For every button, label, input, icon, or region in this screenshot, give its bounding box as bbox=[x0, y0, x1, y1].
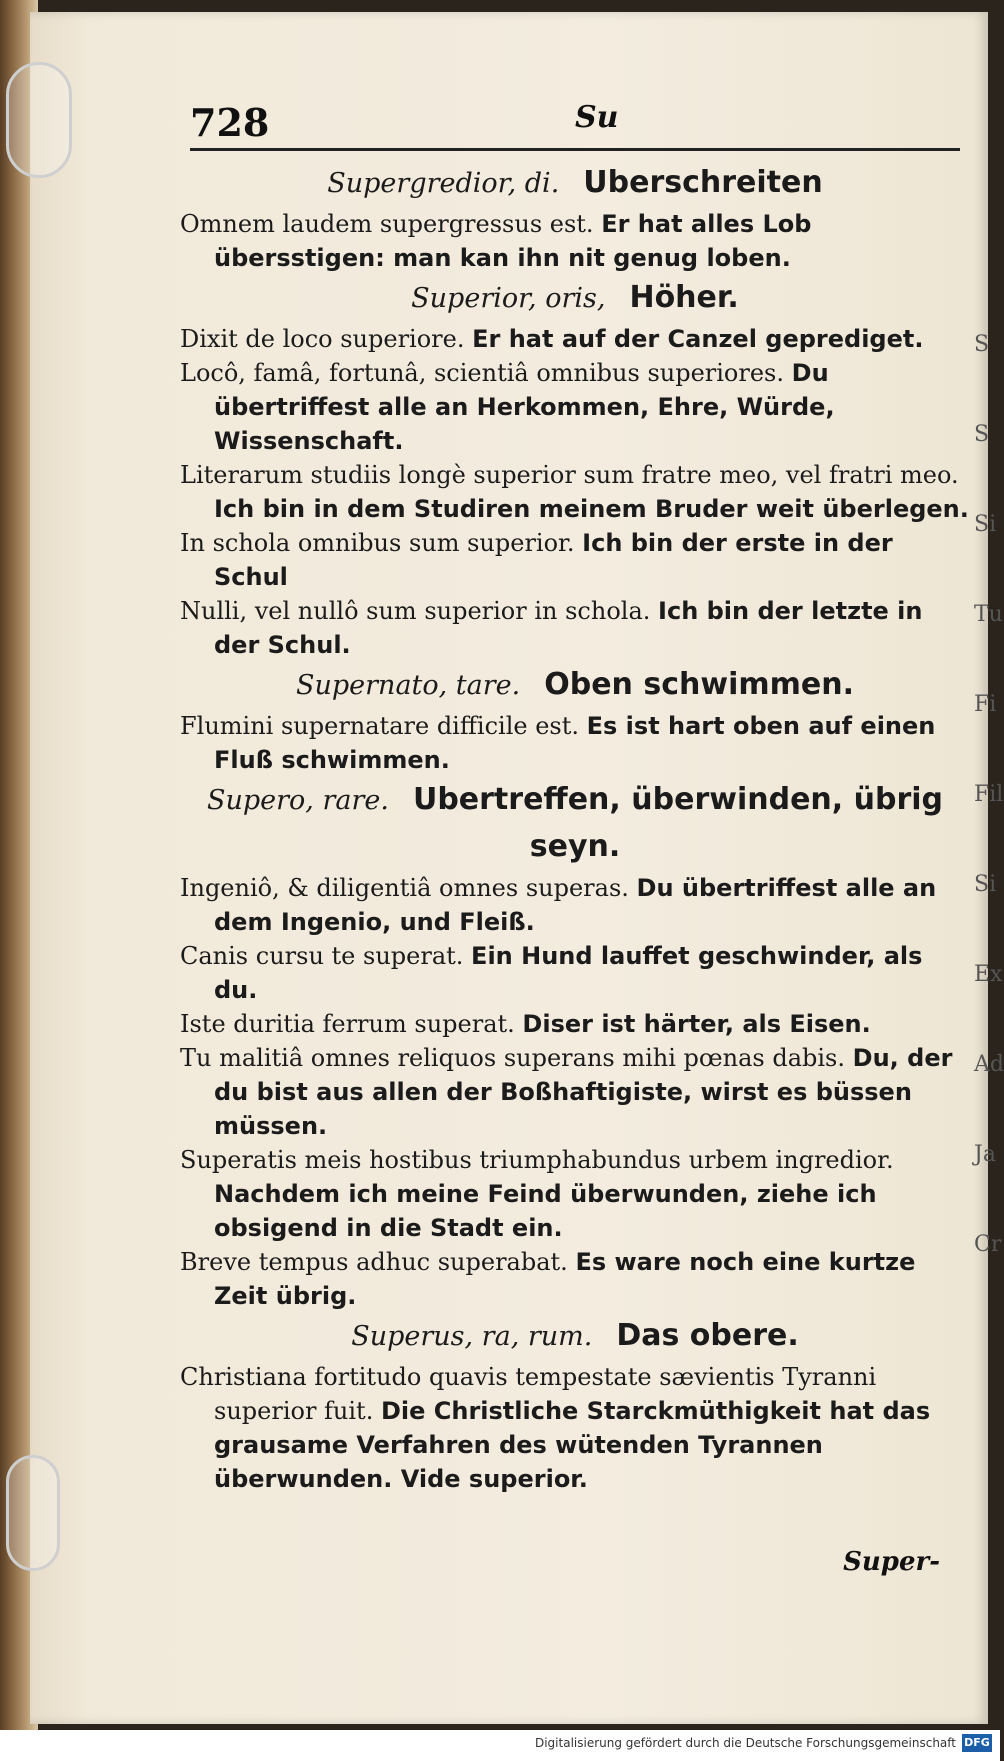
lemma-heading bbox=[180, 777, 970, 871]
margin-letter: Ad bbox=[974, 1052, 1004, 1077]
entry-german: Ein Hund lauffet geschwinder, als du. bbox=[214, 942, 923, 1004]
lemma-latin: Superior, oris, bbox=[411, 283, 606, 314]
entry-latin: Dixit de loco superiore. bbox=[180, 325, 465, 353]
entry-latin: Flumini supernatare difficile est. bbox=[180, 712, 579, 740]
entry-latin: Canis cursu te superat. bbox=[180, 942, 464, 970]
entry-latin: Tu malitiâ omnes reliquos superans mihi pœnas dabis. bbox=[180, 1044, 846, 1072]
lemma-heading bbox=[180, 662, 970, 709]
example-entry bbox=[180, 207, 970, 275]
lemma-german: Ubertreffen, überwinden, übrig seyn. bbox=[412, 782, 943, 864]
lemma-latin: Superus, ra, rum. bbox=[351, 1321, 593, 1352]
footer-credit: Digitalisierung gefördert durch die Deutsche Forschungsgemeinschaft bbox=[534, 1736, 956, 1750]
dfg-logo: DFG bbox=[962, 1734, 992, 1752]
header-rule bbox=[190, 148, 960, 151]
example-entry bbox=[180, 1143, 970, 1245]
entry-latin: Breve tempus adhuc superabat. bbox=[180, 1248, 568, 1276]
example-entry bbox=[180, 1360, 970, 1496]
entry-german: Es ist hart oben auf einen Fluß schwimmen. bbox=[214, 712, 936, 774]
example-entry bbox=[180, 458, 970, 526]
catchword: Super- bbox=[843, 1547, 940, 1577]
entry-german: Du übertriffest alle an Herkommen, Ehre, Würde, Wissenschaft. bbox=[214, 359, 835, 455]
entry-german: Ich bin in dem Studiren meinem Bruder weit überlegen. bbox=[214, 495, 969, 523]
margin-letter: Si bbox=[974, 872, 997, 897]
entry-latin: Omnem laudem supergressus est. bbox=[180, 210, 594, 238]
lemma-heading bbox=[180, 1313, 970, 1360]
entry-latin: Locô, famâ, fortunâ, scientiâ omnibus superiores. bbox=[180, 359, 784, 387]
entry-latin: Christiana fortitudo quavis tempestate sævientis Tyranni superior fuit. bbox=[180, 1363, 877, 1425]
example-entry bbox=[180, 709, 970, 777]
example-entry bbox=[180, 1007, 970, 1041]
entry-latin: In schola omnibus sum superior. bbox=[180, 529, 575, 557]
page-clip-top bbox=[6, 62, 72, 178]
margin-letter: Fi bbox=[974, 692, 997, 717]
entry-german: Nachdem ich meine Feind überwunden, ziehe ich obsigend in die Stadt ein. bbox=[214, 1180, 877, 1242]
entry-german: Du übertriffest alle an dem Ingenio, und Fleiß. bbox=[214, 874, 937, 936]
entry-latin: Ingeniô, & diligentiâ omnes superas. bbox=[180, 874, 629, 902]
page-clip-bottom bbox=[6, 1455, 60, 1571]
entry-latin: Nulli, vel nullô sum superior in schola. bbox=[180, 597, 651, 625]
margin-letter: Cr bbox=[974, 1232, 1002, 1257]
entry-german: Ich bin der erste in der Schul bbox=[214, 529, 893, 591]
lemma-latin: Supernato, tare. bbox=[296, 670, 521, 701]
entry-german: Ich bin der letzte in der Schul. bbox=[214, 597, 923, 659]
entry-german: Die Christliche Starckmüthigkeit hat das grausame Verfahren des wütenden Tyrannen überwunden. Vide superior. bbox=[214, 1397, 931, 1493]
margin-letter: S bbox=[974, 422, 990, 447]
lemma-german: Oben schwimmen. bbox=[544, 667, 854, 702]
example-entry bbox=[180, 356, 970, 458]
page-number: 728 bbox=[190, 100, 270, 145]
lemma-german: Uberschreiten bbox=[583, 165, 823, 200]
dictionary-body bbox=[180, 160, 970, 1496]
margin-letter: Si bbox=[974, 512, 997, 537]
margin-letter: Ja bbox=[974, 1142, 996, 1167]
lemma-heading bbox=[180, 275, 970, 322]
lemma-german: Das obere. bbox=[616, 1318, 799, 1353]
lemma-latin: Supero, rare. bbox=[207, 785, 389, 816]
example-entry bbox=[180, 526, 970, 594]
margin-letter: Ex bbox=[974, 962, 1003, 987]
lemma-latin: Supergredior, di. bbox=[327, 168, 560, 199]
entry-german: Du, der du bist aus allen der Boßhaftigiste, wirst es büssen müssen. bbox=[214, 1044, 953, 1140]
example-entry bbox=[180, 594, 970, 662]
entry-latin: Superatis meis hostibus triumphabundus urbem ingredior. bbox=[180, 1146, 894, 1174]
entry-latin: Literarum studiis longè superior sum fratre meo, vel fratri meo. bbox=[180, 461, 959, 489]
lemma-heading bbox=[180, 160, 970, 207]
running-head: Su bbox=[575, 100, 619, 135]
example-entry bbox=[180, 1245, 970, 1313]
entry-german: Es ware noch eine kurtze Zeit übrig. bbox=[214, 1248, 916, 1310]
entry-latin: Iste duritia ferrum superat. bbox=[180, 1010, 515, 1038]
margin-letter: S bbox=[974, 332, 990, 357]
margin-letter: Fil bbox=[974, 782, 1004, 807]
entry-german: Er hat alles Lob übersstigen: man kan ihn nit genug loben. bbox=[214, 210, 812, 272]
lemma-german: Höher. bbox=[629, 280, 739, 315]
entry-german: Diser ist härter, als Eisen. bbox=[522, 1010, 871, 1038]
example-entry bbox=[180, 939, 970, 1007]
example-entry bbox=[180, 322, 970, 356]
margin-letter: Tu bbox=[974, 602, 1003, 627]
entry-german: Er hat auf der Canzel geprediget. bbox=[472, 325, 924, 353]
page-header bbox=[190, 100, 960, 150]
example-entry bbox=[180, 871, 970, 939]
example-entry bbox=[180, 1041, 970, 1143]
adjacent-page-margin bbox=[974, 300, 1004, 1440]
